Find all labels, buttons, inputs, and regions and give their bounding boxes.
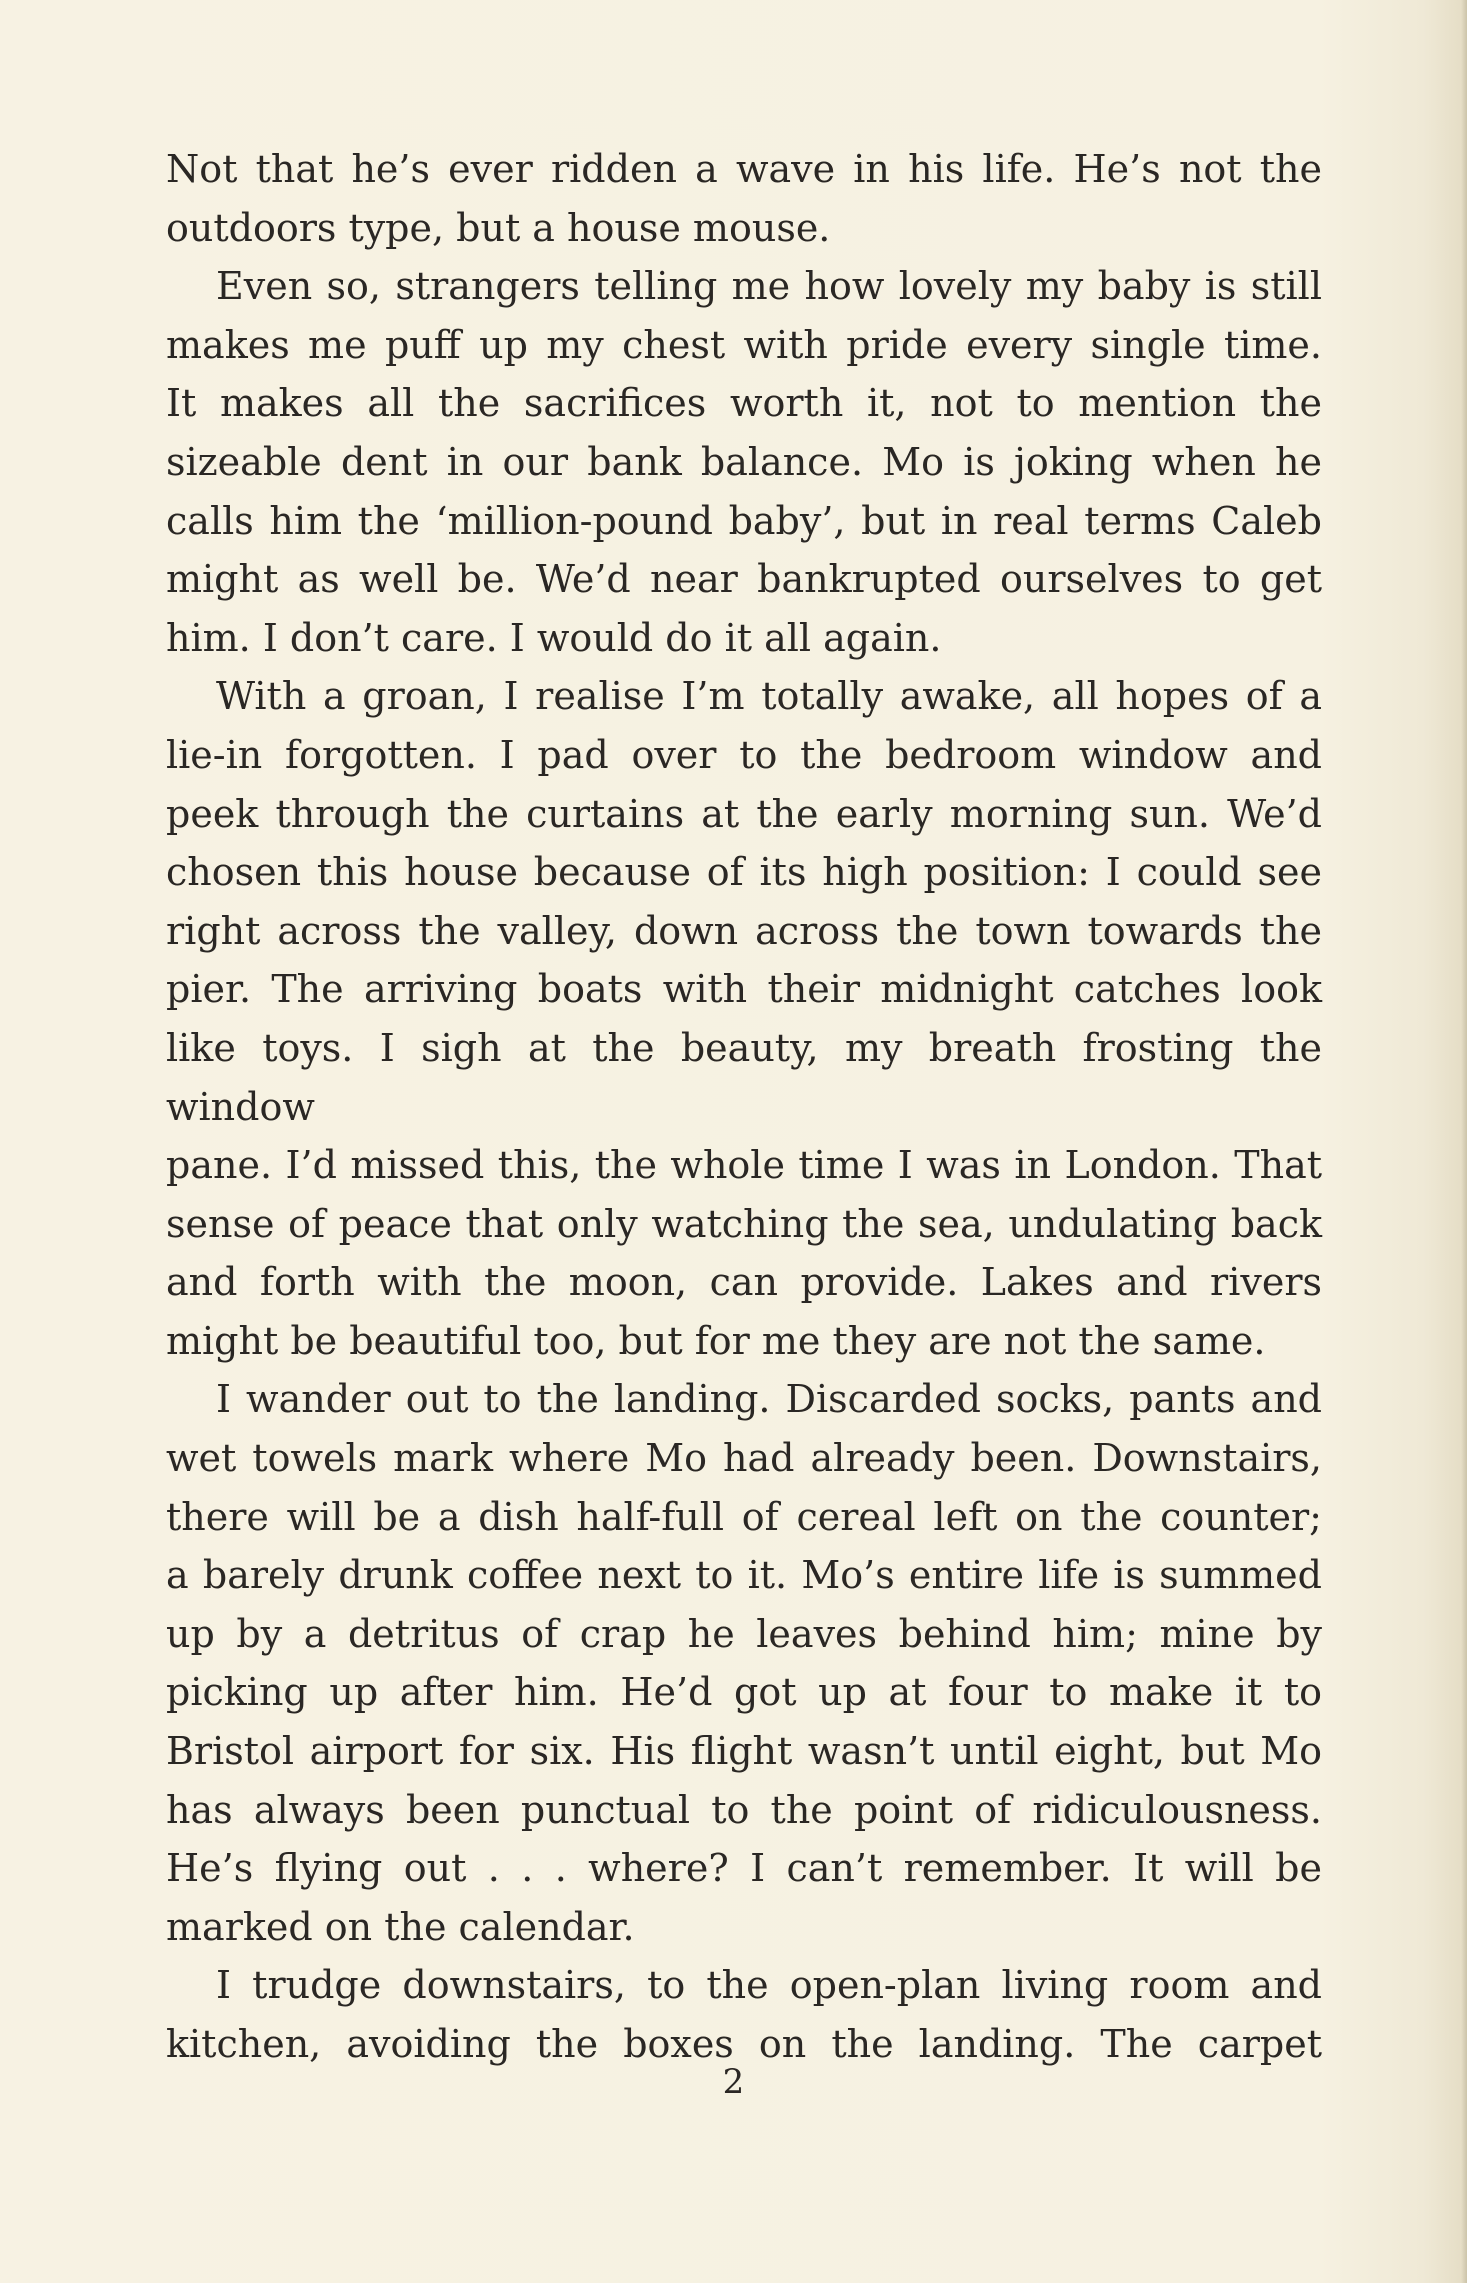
text-line: Not that he’s ever ridden a wave in his life. He’s not the bbox=[166, 147, 1322, 191]
text-line: wet towels mark where Mo had already been. Downstairs, bbox=[166, 1436, 1322, 1481]
text-line: peek through the curtains at the early morning sun. We’d bbox=[166, 791, 1322, 836]
paragraph-3 bbox=[166, 667, 1322, 1370]
text-line: chosen this house because of its high position: I could see bbox=[166, 850, 1322, 895]
text-line: Even so, strangers telling me how lovely my baby is still bbox=[216, 264, 1322, 309]
text-line: might be beautiful too, but for me they are not the same. bbox=[166, 1318, 1266, 1363]
text-line: He’s flying out . . . where? I can’t remember. It will be bbox=[166, 1846, 1322, 1891]
text-line: lie-in forgotten. I pad over to the bedroom window and bbox=[166, 732, 1322, 777]
text-line: pier. The arriving boats with their midnight catches look bbox=[166, 967, 1322, 1012]
text-line: With a groan, I realise I’m totally awake, all hopes of a bbox=[216, 674, 1322, 719]
page-number: 2 bbox=[722, 2062, 745, 2102]
text-line: him. I don’t care. I would do it all again. bbox=[166, 615, 942, 660]
text-line: there will be a dish half-full of cereal left on the counter; bbox=[166, 1494, 1322, 1539]
text-line: sizeable dent in our bank balance. Mo is joking when he bbox=[166, 439, 1322, 484]
paragraph-1 bbox=[166, 140, 1322, 257]
text-line: calls him the ‘million-pound baby’, but in real terms Caleb bbox=[166, 498, 1322, 543]
text-line: like toys. I sigh at the beauty, my breath frosting the window bbox=[166, 1025, 1322, 1129]
paragraph-2 bbox=[166, 257, 1322, 667]
text-line: has always been punctual to the point of ridiculousness. bbox=[166, 1787, 1322, 1832]
text-line: up by a detritus of crap he leaves behind him; mine by bbox=[166, 1611, 1322, 1656]
text-line: and forth with the moon, can provide. Lakes and rivers bbox=[166, 1260, 1322, 1305]
paragraph-5 bbox=[166, 1956, 1322, 2073]
text-line: picking up after him. He’d got up at four to make it to bbox=[166, 1670, 1322, 1715]
text-line: I wander out to the landing. Discarded socks, pants and bbox=[216, 1377, 1322, 1422]
text-line: Bristol airport for six. His flight wasn’t until eight, but Mo bbox=[166, 1729, 1322, 1774]
text-line: sense of peace that only watching the sea, undulating back bbox=[166, 1201, 1322, 1246]
page-edge-shadow bbox=[1461, 0, 1467, 2283]
text-line: It makes all the sacrifices worth it, not to mention the bbox=[166, 381, 1322, 426]
text-line: pane. I’d missed this, the whole time I was in London. That bbox=[166, 1143, 1322, 1188]
body-text bbox=[166, 140, 1322, 2074]
text-line: a barely drunk coffee next to it. Mo’s entire life is summed bbox=[166, 1553, 1322, 1598]
text-line: right across the valley, down across the town towards the bbox=[166, 908, 1322, 953]
text-line: makes me puff up my chest with pride every single time. bbox=[166, 322, 1322, 367]
text-line: outdoors type, but a house mouse. bbox=[166, 205, 831, 250]
text-line: kitchen, avoiding the boxes on the landing. The carpet bbox=[166, 2022, 1322, 2066]
text-line: marked on the calendar. bbox=[166, 1904, 635, 1949]
text-line: I trudge downstairs, to the open-plan living room and bbox=[216, 1963, 1322, 2008]
paragraph-4 bbox=[166, 1370, 1322, 1956]
text-line: might as well be. We’d near bankrupted ourselves to get bbox=[166, 557, 1322, 602]
